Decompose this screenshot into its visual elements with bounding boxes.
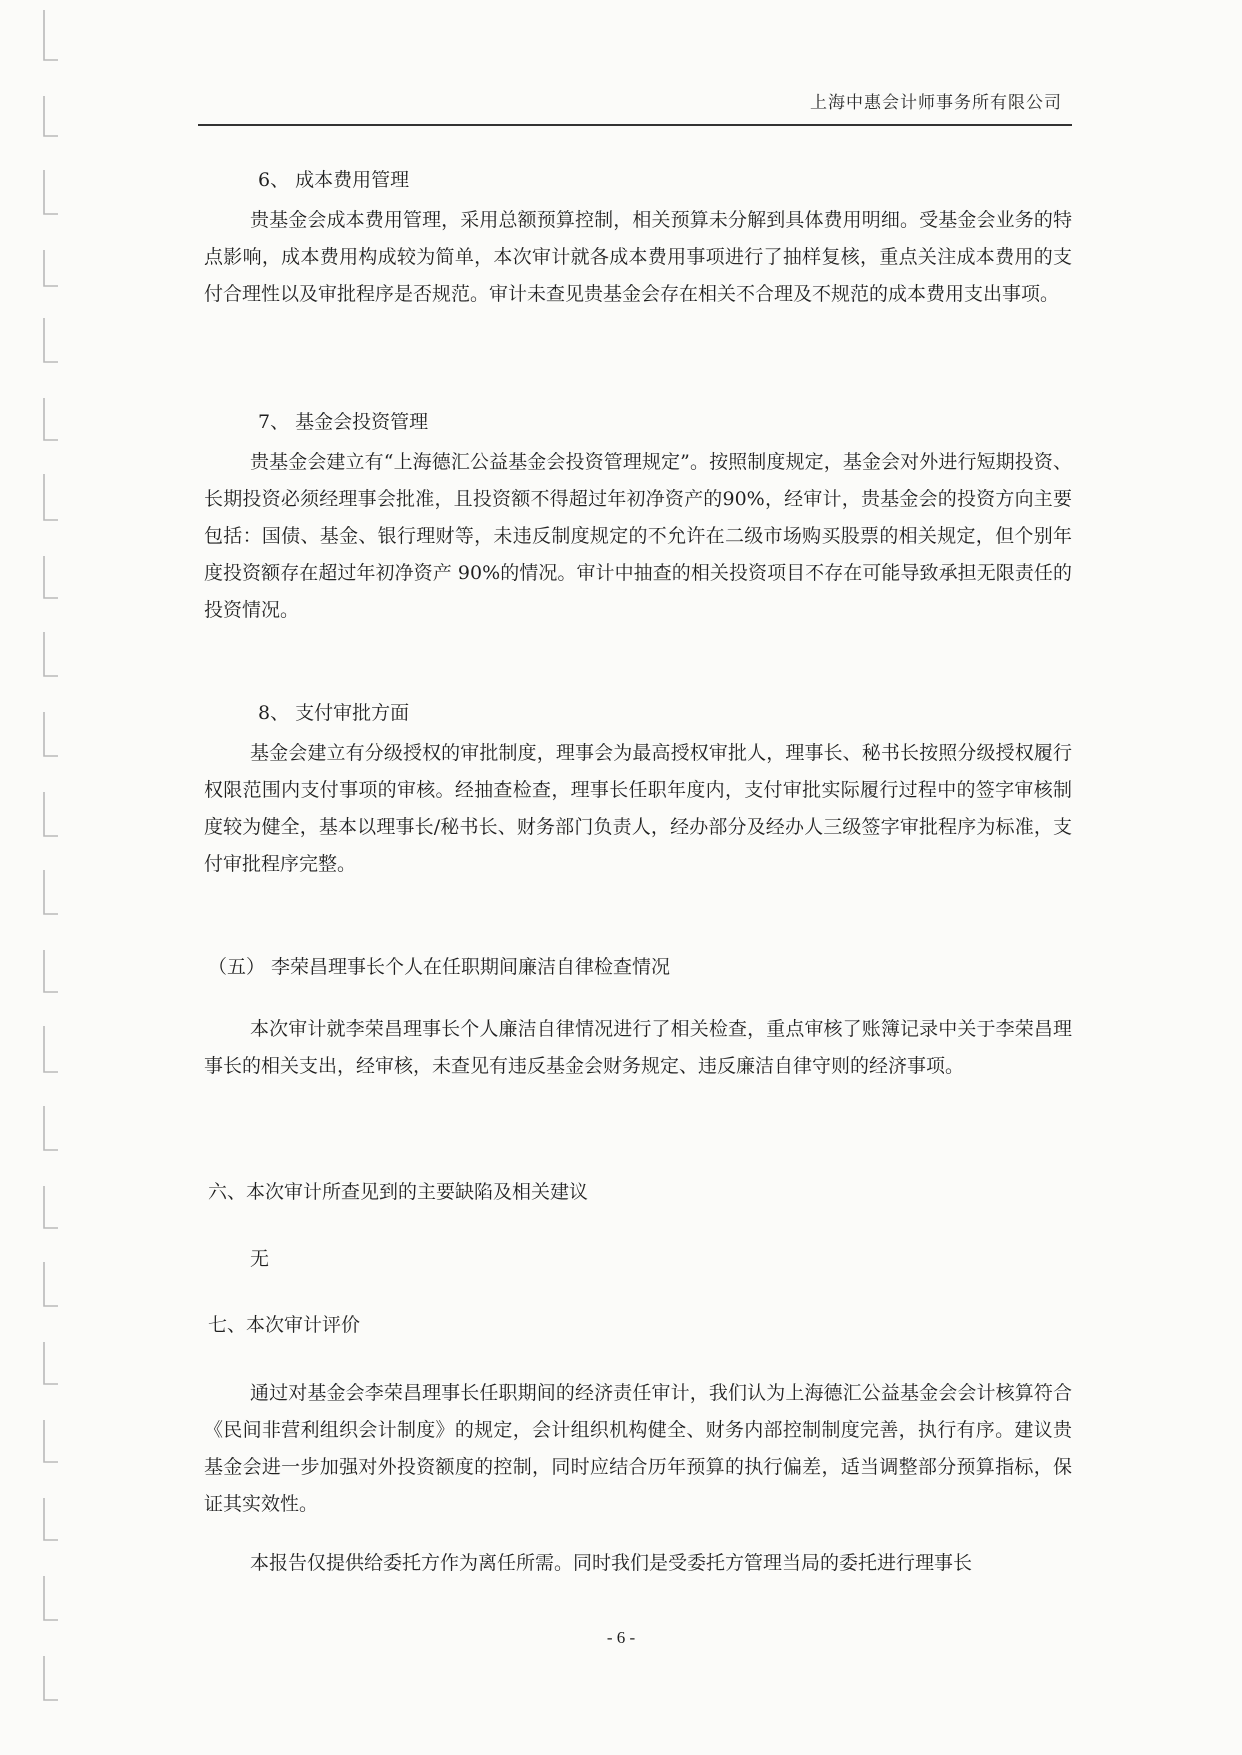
page-header-company: 上海中惠会计师事务所有限公司 xyxy=(810,93,1062,113)
section-8-paragraph: 基金会建立有分级授权的审批制度，理事会为最高授权审批人，理事长、秘书长按照分级授权履行权限范围内支付事项的审核。经抽查检查，理事长任职年度内，支付审批实际履行过程中的签字审核制度较为健全，基本以理事长/秘书长、财务部门负责人，经办部分及经办人三级签字审批程序为标准，支付审批程序完整。 xyxy=(204,742,1072,875)
section-7-heading: 7、 基金会投资管理 xyxy=(258,411,429,433)
section-6-heading: 6、 成本费用管理 xyxy=(258,169,410,191)
section-7-paragraph: 贵基金会建立有“上海德汇公益基金会投资管理规定”。按照制度规定，基金会对外进行短期投资、长期投资必须经理事会批准，且投资额不得超过年初净资产的90%，经审计，贵基金会的投资方向主要包括：国债、基金、银行理财等，未违反制度规定的不允许在二级市场购买股票的相关规定，但个别年度投资额存在超过年初净资产 90%的情况。审计中抽查的相关投资项目不存在可能导致承担无限责任的投资情况。 xyxy=(204,451,1072,621)
section-seven-paragraph: 通过对基金会李荣昌理事长任职期间的经济责任审计，我们认为上海德汇公益基金会会计核算符合《民间非营利组织会计制度》的规定，会计组织机构健全、财务内部控制制度完善，执行有序。建议贵基金会进一步加强对外投资额度的控制，同时应结合历年预算的执行偏差，适当调整部分预算指标，保证其实效性。 xyxy=(204,1382,1072,1515)
section-six-paragraph: 无 xyxy=(250,1248,270,1270)
header-rule xyxy=(198,124,1072,126)
section-seven-heading: 七、本次审计评价 xyxy=(208,1314,361,1336)
section-8-heading: 8、 支付审批方面 xyxy=(258,702,410,724)
section-six-heading: 六、本次审计所查见到的主要缺陷及相关建议 xyxy=(208,1181,589,1203)
section-6-paragraph: 贵基金会成本费用管理，采用总额预算控制，相关预算未分解到具体费用明细。受基金会业务的特点影响，成本费用构成较为简单，本次审计就各成本费用事项进行了抽样复核，重点关注成本费用的支付合理性以及审批程序是否规范。审计未查见贵基金会存在相关不合理及不规范的成本费用支出事项。 xyxy=(204,209,1072,305)
binding-edge-marks xyxy=(0,0,70,1755)
section-5-paragraph: 本次审计就李荣昌理事长个人廉洁自律情况进行了相关检查，重点审核了账簿记录中关于李荣昌理事长的相关支出，经审核，未查见有违反基金会财务规定、违反廉洁自律守则的经济事项。 xyxy=(204,1018,1072,1077)
section-seven-paragraph-2: 本报告仅提供给委托方作为离任所需。同时我们是受委托方管理当局的委托进行理事长 xyxy=(250,1552,973,1574)
page-number: - 6 - xyxy=(606,1628,636,1647)
section-5-heading: （五） 李荣昌理事长个人在任职期间廉洁自律检查情况 xyxy=(208,956,671,978)
